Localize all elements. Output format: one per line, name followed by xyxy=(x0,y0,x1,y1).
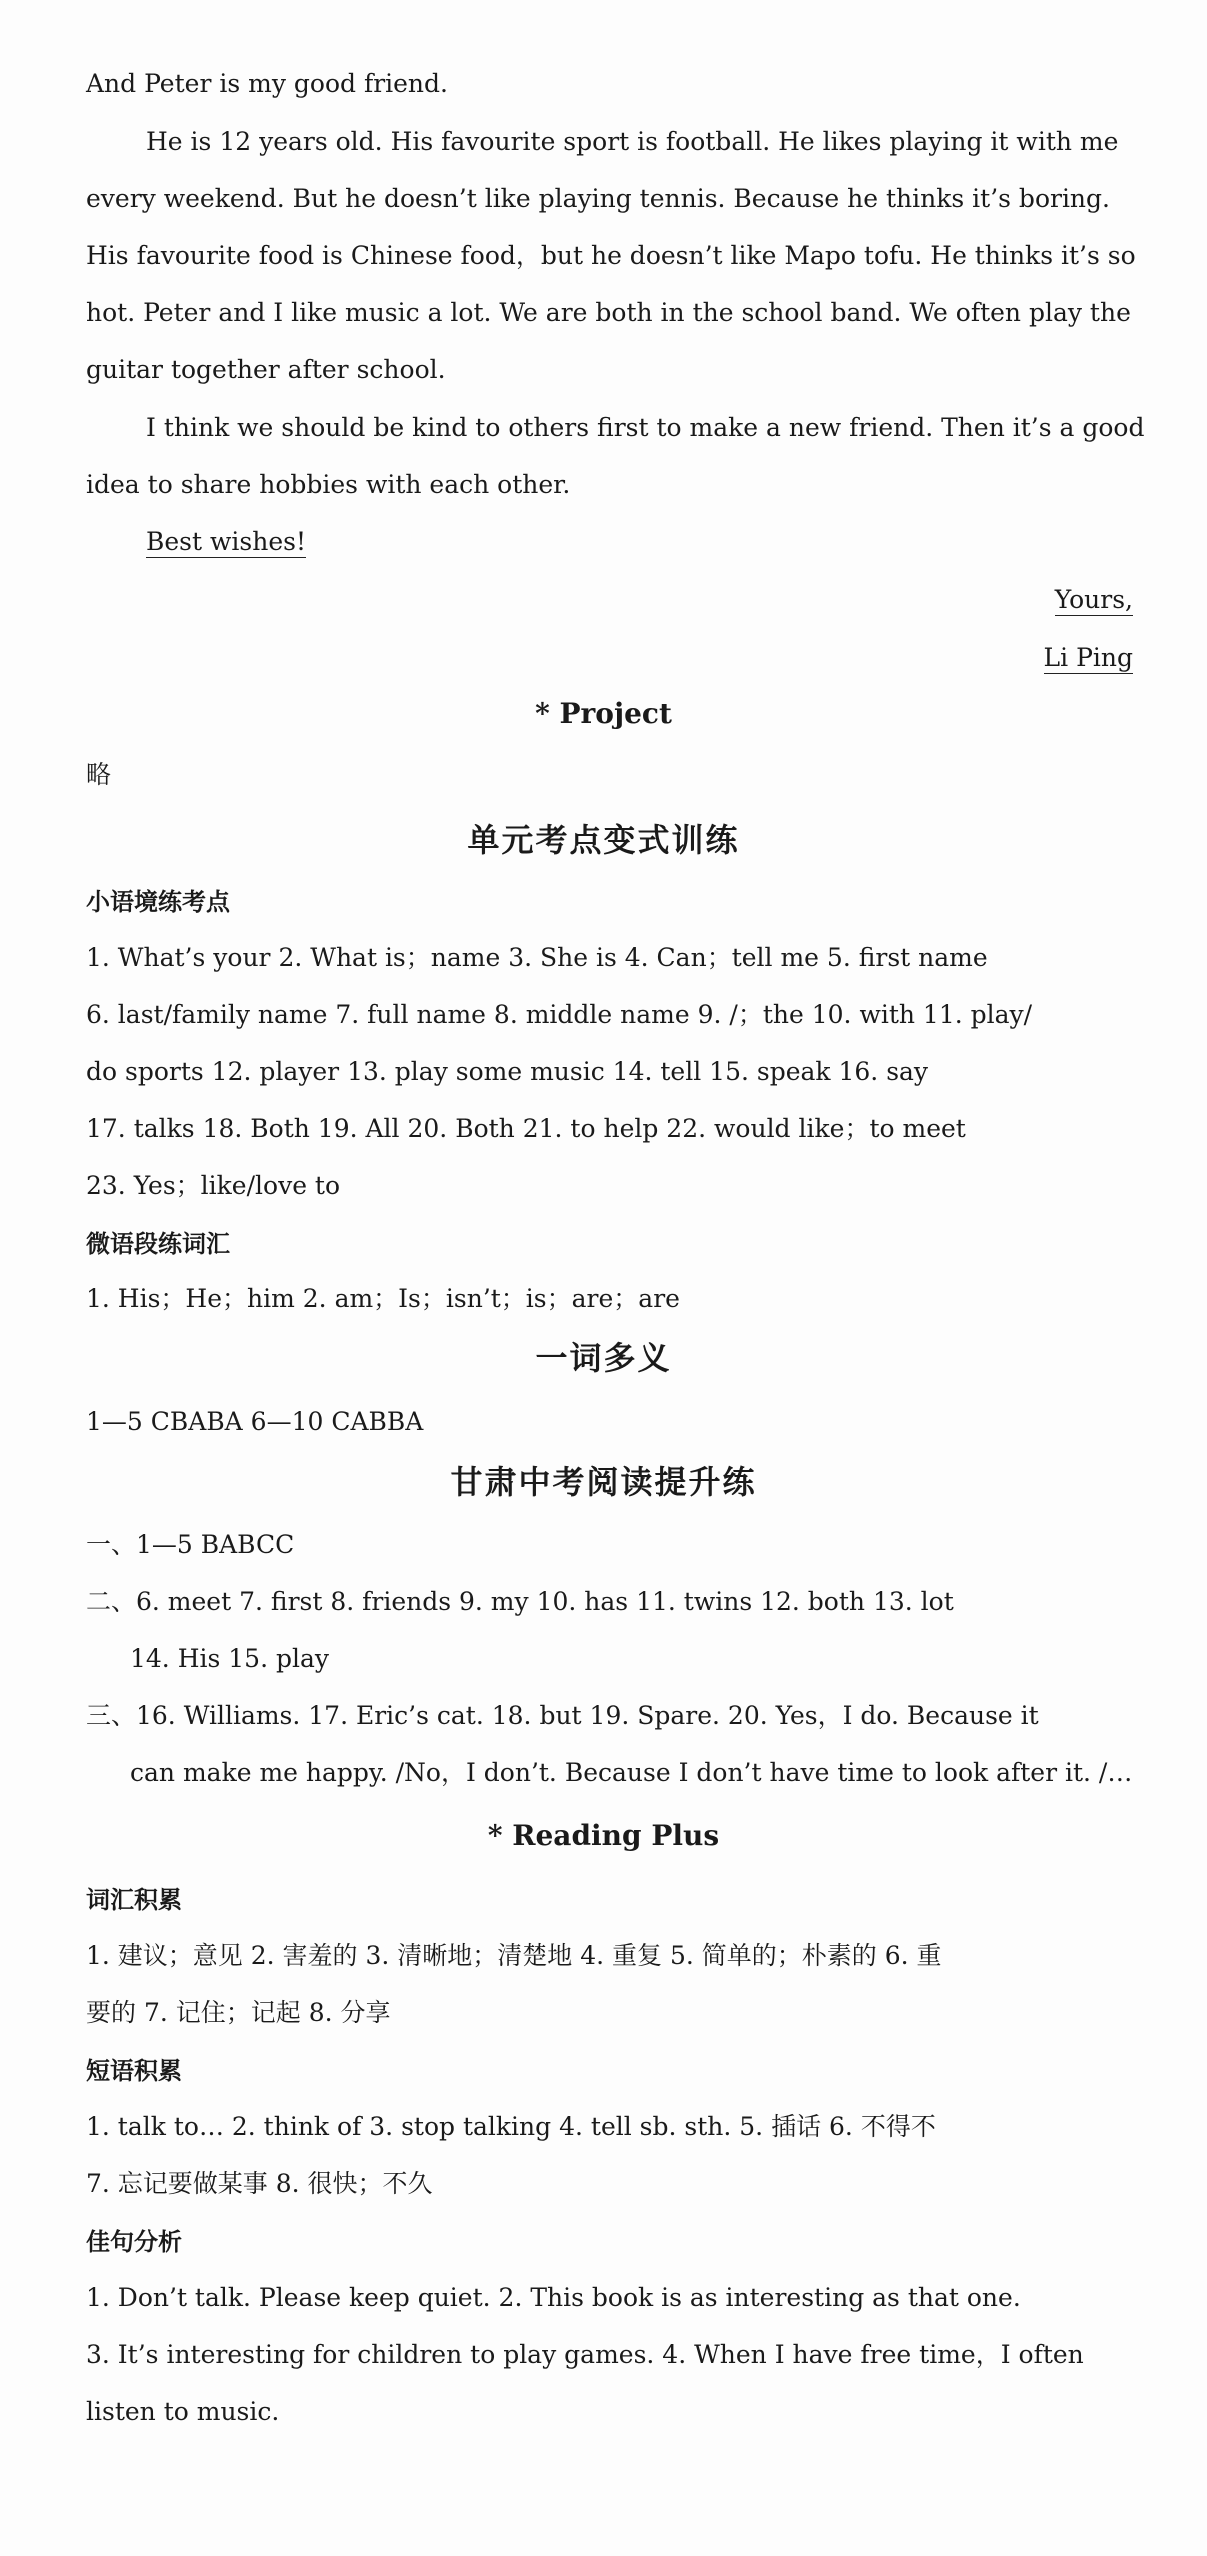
unit-section-1-line: 23. Yes；like/love to xyxy=(86,1171,341,1200)
reading-plus-section-3-line: listen to music. xyxy=(86,2397,280,2426)
reading-plus-section-1-line: 要的 7. 记住；记起 8. 分享 xyxy=(86,1998,391,2027)
letter-line: And Peter is my good friend. xyxy=(86,69,448,98)
letter-line: every weekend. But he doesn’t like playing tennis. Because he thinks it’s boring. xyxy=(86,184,1110,213)
letter-line: I think we should be kind to others first to make a new friend. Then it’s a good xyxy=(146,413,1145,442)
unit-section-1-line: do sports 12. player 13. play some music 14. tell 15. speak 16. say xyxy=(86,1057,929,1086)
reading-plus-section-2-line: 1. talk to… 2. think of 3. stop talking 4. tell sb. sth. 5. 插话 6. 不得不 xyxy=(86,2112,936,2141)
letter-line: He is 12 years old. His favourite sport is football. He likes playing it with me xyxy=(146,127,1119,156)
reading-plus-section-3-line: 3. It’s interesting for children to play games. 4. When I have free time，I often xyxy=(86,2340,1084,2369)
project-title: * Project xyxy=(535,697,672,730)
unit-section-2-line: 1. His；He；him 2. am；Is；isn’t；is；are；are xyxy=(86,1284,680,1313)
reading-plus-section-3-line: 1. Don’t talk. Please keep quiet. 2. This book is as interesting as that one. xyxy=(86,2283,1021,2312)
polysemy-title: 一词多义 xyxy=(535,1339,672,1377)
gansu-line: can make me happy. /No，I don’t. Because I don’t have time to look after it. /… xyxy=(130,1758,1133,1787)
gansu-line: 14. His 15. play xyxy=(130,1644,330,1673)
letter-line: idea to share hobbies with each other. xyxy=(86,470,571,499)
reading-plus-section-1-title: 词汇积累 xyxy=(86,1886,182,1914)
polysemy-line: 1—5 CBABA 6—10 CABBA xyxy=(86,1407,424,1436)
letter-line: hot. Peter and I like music a lot. We are both in the school band. We often play the xyxy=(86,298,1131,327)
unit-section-1-title: 小语境练考点 xyxy=(86,888,230,916)
letter-line: guitar together after school. xyxy=(86,355,446,384)
unit-section-1-line: 17. talks 18. Both 19. All 20. Both 21. to help 22. would like；to meet xyxy=(86,1114,966,1143)
reading-plus-title: * Reading Plus xyxy=(487,1819,720,1852)
letter-line: His favourite food is Chinese food，but he doesn’t like Mapo tofu. He thinks it’s so xyxy=(86,241,1136,270)
gansu-title: 甘肃中考阅读提升练 xyxy=(450,1463,757,1501)
gansu-line: 三、16. Williams. 17. Eric’s cat. 18. but 19. Spare. 20. Yes，I do. Because it xyxy=(86,1701,1039,1730)
project-body: 略 xyxy=(86,760,112,789)
unit-section-1-line: 1. What’s your 2. What is；name 3. She is 4. Can；tell me 5. first name xyxy=(86,943,988,972)
gansu-line: 二、6. meet 7. first 8. friends 9. my 10. has 11. twins 12. both 13. lot xyxy=(86,1587,954,1616)
unit-section-2-title: 微语段练词汇 xyxy=(86,1230,230,1258)
reading-plus-section-2-title: 短语积累 xyxy=(86,2057,182,2085)
gansu-line: 一、1—5 BABCC xyxy=(86,1530,295,1559)
letter-signature: Li Ping xyxy=(1043,643,1133,672)
reading-plus-section-3-title: 佳句分析 xyxy=(86,2228,182,2256)
unit-title: 单元考点变式训练 xyxy=(467,821,740,859)
unit-section-1-line: 6. last/family name 7. full name 8. middle name 9. /；the 10. with 11. play/ xyxy=(86,1000,1033,1029)
letter-closing: Best wishes! xyxy=(146,527,306,556)
letter-yours: Yours, xyxy=(1054,585,1133,614)
reading-plus-section-2-line: 7. 忘记要做某事 8. 很快；不久 xyxy=(86,2169,433,2198)
reading-plus-section-1-line: 1. 建议；意见 2. 害羞的 3. 清晰地；清楚地 4. 重复 5. 简单的；朴素的 6. 重 xyxy=(86,1941,942,1970)
